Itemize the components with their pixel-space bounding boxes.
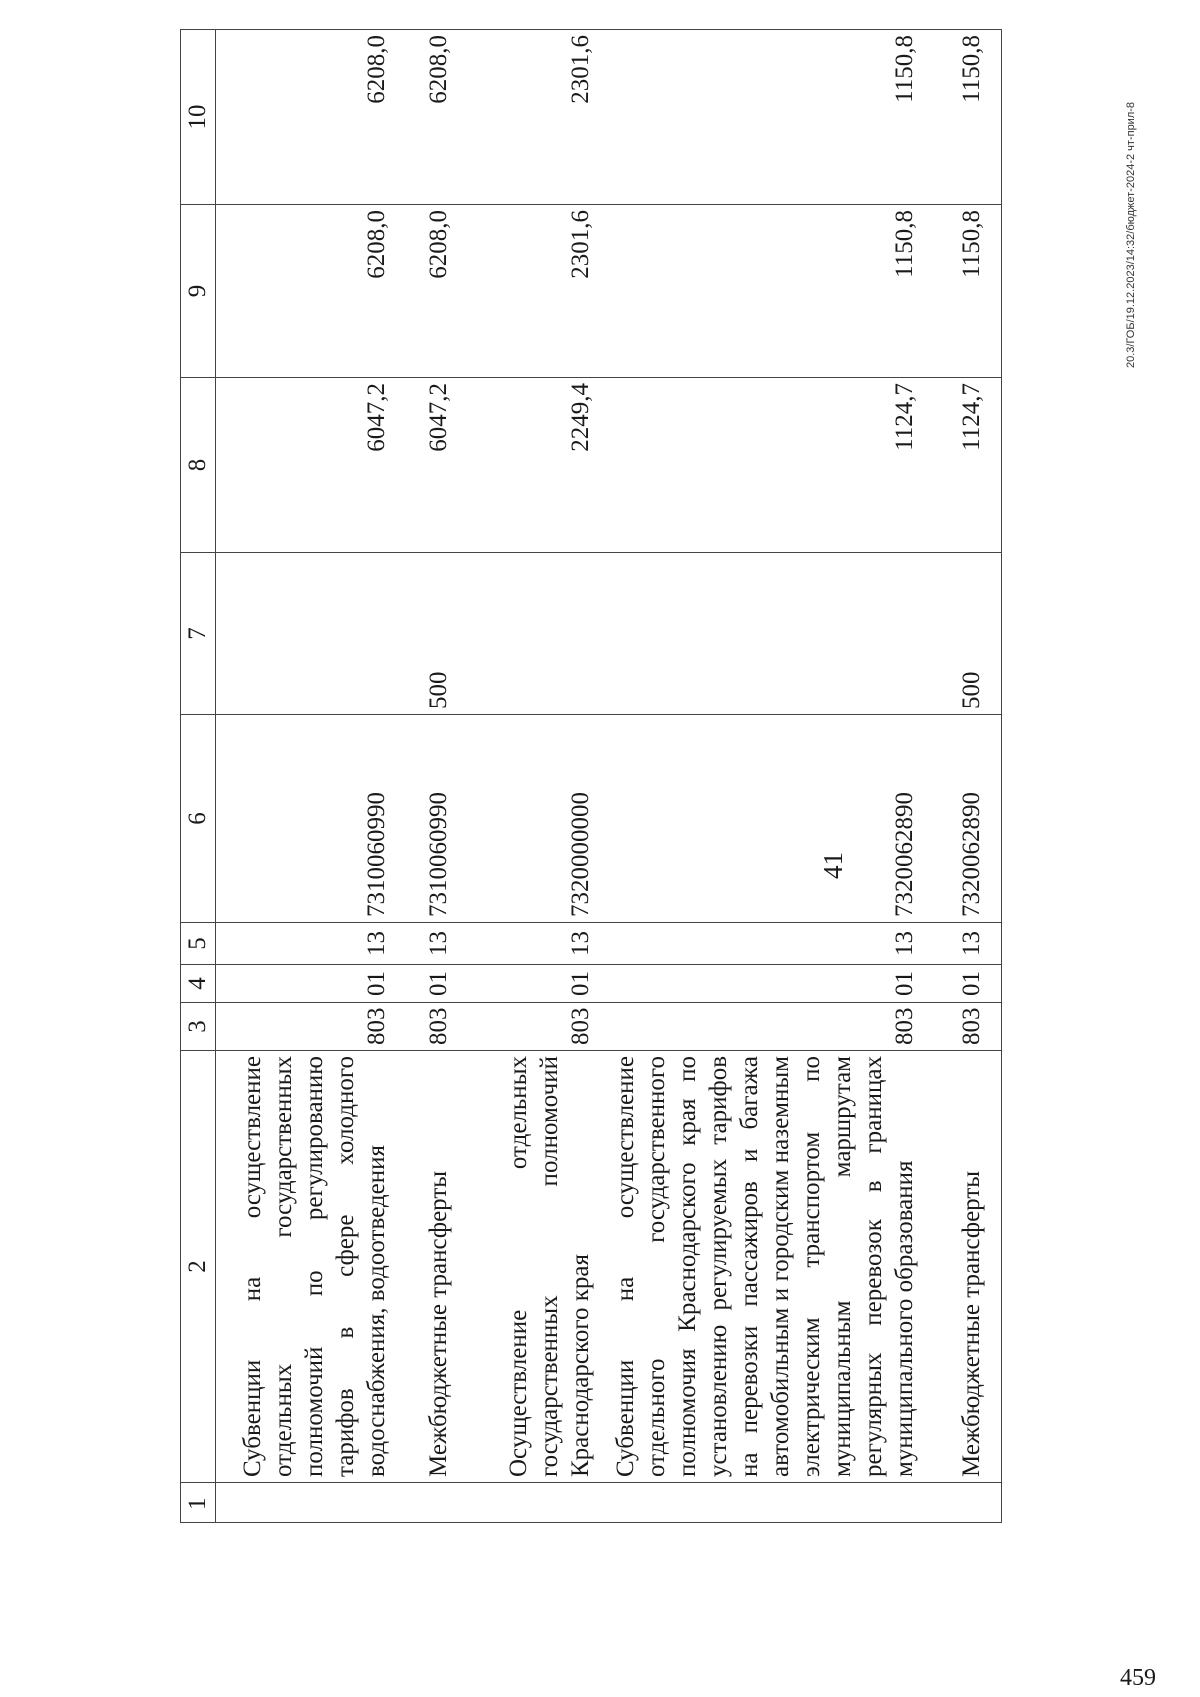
row-number bbox=[468, 1483, 610, 1523]
cell-sum-9: 6208,0 bbox=[216, 205, 406, 378]
cell-sum-9: 2301,6 bbox=[468, 205, 610, 378]
row-name: Межбюджетные трансферты bbox=[934, 1051, 1002, 1483]
document-footer-code: 20.3/ГОБ/19.12.2023/14:32/бюджет-2024-2 чт-прил-8 bbox=[1125, 101, 1137, 368]
row-name: Субвенции на осуществление отдельных государственных полномочий по регулированию тарифов в сфере холодного водоснабжения, водоотведения bbox=[216, 1051, 406, 1483]
cell-sum-10: 1150,8 bbox=[610, 30, 934, 205]
cell-section: 01 bbox=[216, 965, 406, 1003]
table-row bbox=[610, 30, 934, 1523]
cell-subsection: 13 bbox=[468, 923, 610, 965]
cell-expense-type bbox=[216, 553, 406, 715]
cell-target-article: 7310060990 bbox=[216, 715, 406, 923]
cell-target-article: 7320062890 bbox=[610, 715, 934, 923]
cell-sum-10: 6208,0 bbox=[406, 30, 468, 205]
cell-target-article: 7320062890 bbox=[934, 715, 1002, 923]
cell-ministry: 803 bbox=[406, 1003, 468, 1051]
header-row bbox=[181, 30, 216, 1523]
column-header: 1 bbox=[181, 1483, 216, 1523]
table-row bbox=[406, 30, 468, 1523]
cell-sum-10: 1150,8 bbox=[934, 30, 1002, 205]
cell-sum-8: 6047,2 bbox=[216, 378, 406, 553]
cell-expense-type bbox=[468, 553, 610, 715]
cell-expense-type bbox=[610, 553, 934, 715]
column-header: 4 bbox=[181, 965, 216, 1003]
cell-sum-8: 1124,7 bbox=[610, 378, 934, 553]
page-number: 459 bbox=[1120, 1665, 1156, 1691]
cell-section: 01 bbox=[468, 965, 610, 1003]
cell-section: 01 bbox=[610, 965, 934, 1003]
cell-sum-8: 2249,4 bbox=[468, 378, 610, 553]
row-name: Субвенции на осуществление отдельного государственного полномочия Краснодарского края по установлению регулируемых тарифов на перевозки пассажиров и багажа автомобильным и городским наземным электрическим транспортом по муниципальным маршрутам регулярных перевозок в границах муниципального образования bbox=[610, 1051, 934, 1483]
cell-sum-9: 1150,8 bbox=[610, 205, 934, 378]
budget-table bbox=[180, 29, 1002, 1523]
cell-ministry: 803 bbox=[610, 1003, 934, 1051]
cell-subsection: 13 bbox=[406, 923, 468, 965]
cell-ministry: 803 bbox=[216, 1003, 406, 1051]
cell-target-article: 7320000000 bbox=[468, 715, 610, 923]
cell-sum-8: 6047,2 bbox=[406, 378, 468, 553]
cell-ministry: 803 bbox=[468, 1003, 610, 1051]
cell-expense-type: 500 bbox=[406, 553, 468, 715]
cell-ministry: 803 bbox=[934, 1003, 1002, 1051]
cell-subsection: 13 bbox=[934, 923, 1002, 965]
cell-section: 01 bbox=[406, 965, 468, 1003]
row-number bbox=[216, 1483, 406, 1523]
column-header: 8 bbox=[181, 378, 216, 553]
cell-subsection: 13 bbox=[610, 923, 934, 965]
row-number bbox=[406, 1483, 468, 1523]
cell-sum-10: 2301,6 bbox=[468, 30, 610, 205]
table-row bbox=[934, 30, 1002, 1523]
column-header: 2 bbox=[181, 1051, 216, 1483]
column-header: 7 bbox=[181, 553, 216, 715]
table-row bbox=[216, 30, 406, 1523]
cell-target-article: 7310060990 bbox=[406, 715, 468, 923]
column-header: 5 bbox=[181, 923, 216, 965]
cell-sum-9: 6208,0 bbox=[406, 205, 468, 378]
cell-sum-10: 6208,0 bbox=[216, 30, 406, 205]
cell-sum-8: 1124,7 bbox=[934, 378, 1002, 553]
page-header-number: 41 bbox=[818, 852, 848, 879]
row-number bbox=[934, 1483, 1002, 1523]
column-header: 3 bbox=[181, 1003, 216, 1051]
cell-subsection: 13 bbox=[216, 923, 406, 965]
row-number bbox=[610, 1483, 934, 1523]
column-header: 9 bbox=[181, 205, 216, 378]
row-name: Межбюджетные трансферты bbox=[406, 1051, 468, 1483]
cell-expense-type: 500 bbox=[934, 553, 1002, 715]
column-header: 10 bbox=[181, 30, 216, 205]
column-header: 6 bbox=[181, 715, 216, 923]
row-name: Осуществление отдельных государственных полномочий Краснодарского края bbox=[468, 1051, 610, 1483]
table-row bbox=[468, 30, 610, 1523]
cell-sum-9: 1150,8 bbox=[934, 205, 1002, 378]
cell-section: 01 bbox=[934, 965, 1002, 1003]
